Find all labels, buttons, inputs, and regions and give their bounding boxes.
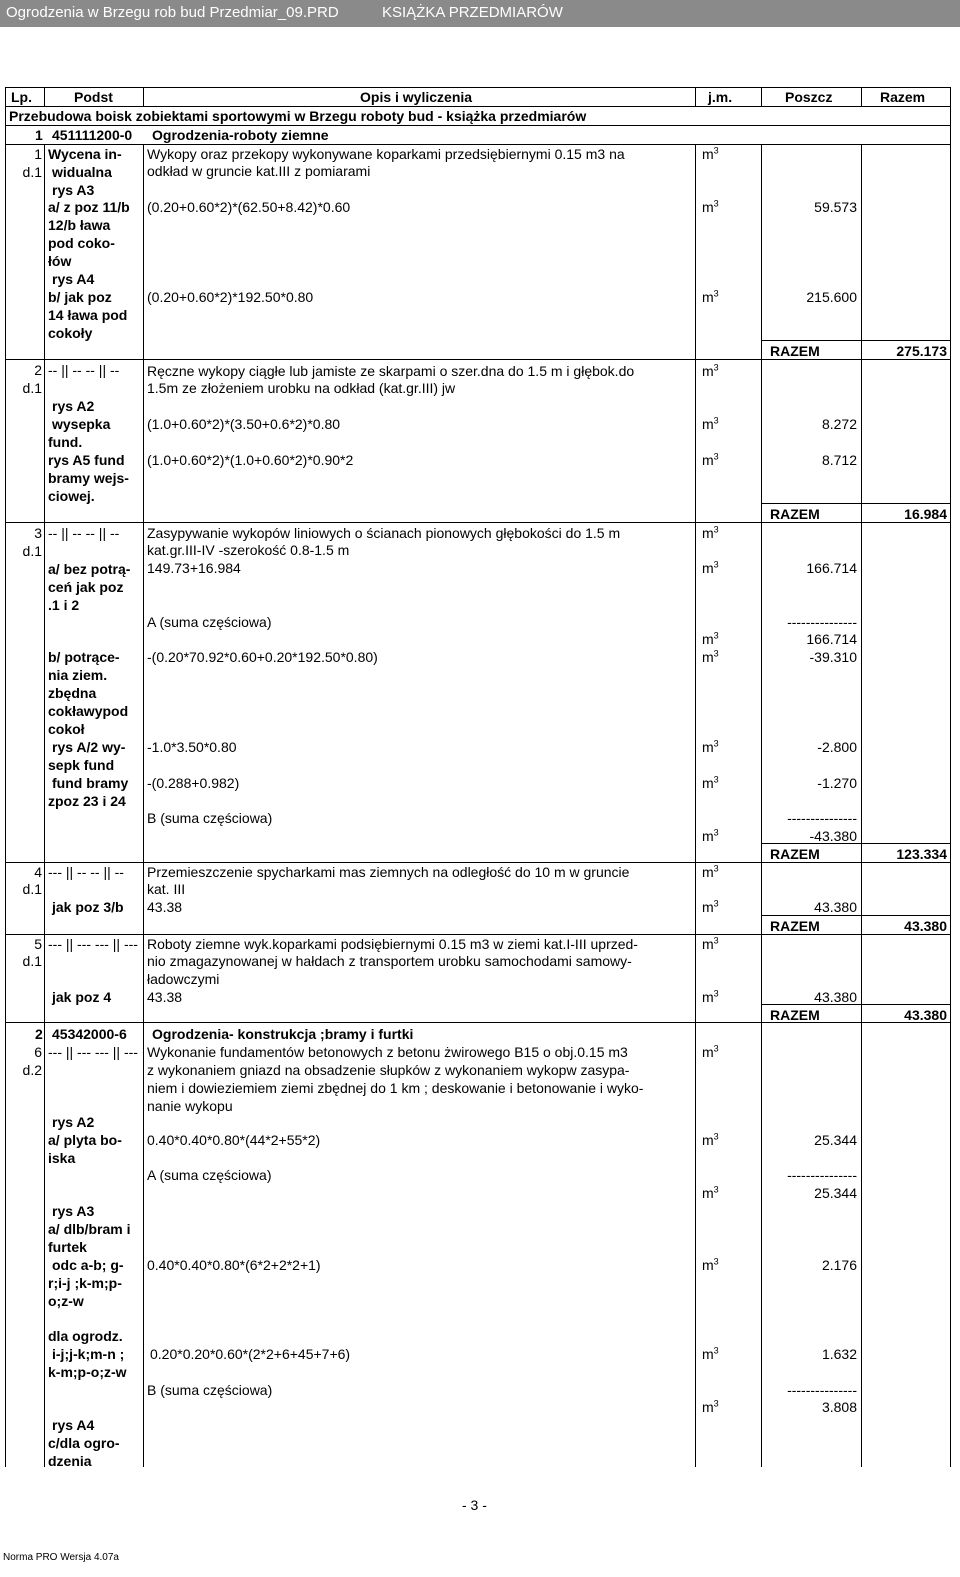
calculation: (0.20+0.60*2)*192.50*0.80 <box>147 289 314 305</box>
subtotal-dashes: --------------- <box>787 1382 857 1398</box>
col-lp: Lp. <box>11 89 32 105</box>
unit: $m^3$ <box>702 288 719 305</box>
unit: $m^3$ <box>702 362 719 379</box>
podst-line: pod coko- <box>48 235 115 251</box>
description-line: Roboty ziemne wyk.koparkami podsiębiernymi 0.15 m3 w ziemi kat.I-III uprzed- <box>147 936 638 952</box>
podst-line: dzenia <box>48 1453 92 1469</box>
podst-line: --- || --- --- || --- <box>48 936 138 952</box>
unit: $m^3$ <box>702 898 719 915</box>
lp-number: 4 <box>34 864 42 880</box>
calculation: -(0.288+0.982) <box>147 775 240 791</box>
section-code: 45342000-6 <box>52 1026 127 1042</box>
podst-line: c/dla ogro- <box>48 1435 120 1451</box>
razem-value: 275.173 <box>896 343 947 359</box>
podst-line: furtek <box>48 1239 87 1255</box>
partial-value: 25.344 <box>814 1132 857 1148</box>
podst-line: nia ziem. <box>48 667 108 683</box>
podst-line: rys A3 <box>52 182 95 198</box>
podst-line: rys A4 <box>52 1417 95 1433</box>
unit: $m^3$ <box>702 415 719 432</box>
col-opis: Opis i wyliczenia <box>360 89 473 105</box>
podst-line: ceń jak poz <box>48 579 124 595</box>
calculation: (0.20+0.60*2)*(62.50+8.42)*0.60 <box>147 199 351 215</box>
partial-value: 8.712 <box>821 452 857 468</box>
subtotal-value: 3.808 <box>821 1399 857 1415</box>
podst-line: a/ z poz 11/b <box>48 199 130 215</box>
podst-line: rys A2 <box>52 1114 95 1130</box>
subtotal-label: B (suma częściowa) <box>147 810 273 826</box>
podst-line: i-j;j-k;m-n ; <box>52 1346 125 1362</box>
calculation: 0.40*0.40*0.80*(6*2+2*2+1) <box>147 1257 321 1273</box>
podst-line: r;i-j ;k-m;p- <box>48 1275 122 1291</box>
description-line: z wykonaniem gniazd na obsadzenie słupków z wykonaniem wykopw zasypa- <box>147 1062 630 1078</box>
document-file-name: Ogrodzenia w Brzegu rob bud Przedmiar_09.PRD <box>6 4 339 21</box>
description-line: kat.gr.III-IV -szerokość 0.8-1.5 m <box>147 542 350 558</box>
podst-line: iska <box>48 1150 76 1166</box>
podst-line: cokoł <box>48 721 85 737</box>
unit: $m^3$ <box>702 863 719 880</box>
podst-line: --- || --- --- || --- <box>48 1044 138 1060</box>
podst-line: cokławypod <box>48 703 129 719</box>
subtotal-value: -43.380 <box>809 828 857 844</box>
unit: $m^3$ <box>702 198 719 215</box>
podst-line: fund bramy <box>52 775 129 791</box>
description-line: Ręczne wykopy ciągłe lub jamiste ze skarpami o szer.dna do 1.5 m i głębok.do <box>147 363 635 379</box>
podst-line: rys A2 <box>52 398 95 414</box>
calculation: 149.73+16.984 <box>147 560 241 576</box>
partial-value: 43.380 <box>814 989 857 1005</box>
lp-number: 6 <box>34 1044 42 1060</box>
unit: $m^3$ <box>702 1043 719 1060</box>
razem-value: 16.984 <box>904 506 947 522</box>
subtotal-label: A (suma częściowa) <box>147 1167 272 1183</box>
calculation: 43.38 <box>147 899 183 915</box>
unit: $m^3$ <box>702 935 719 952</box>
col-razem: Razem <box>880 89 926 105</box>
unit: $m^3$ <box>702 1256 719 1273</box>
lp-suffix: d.1 <box>22 543 42 559</box>
description-line: odkład w gruncie kat.III z pomiarami <box>147 163 371 179</box>
partial-value: -39.310 <box>809 649 857 665</box>
description-line: Wykopy oraz przekopy wykonywane koparkami przedsiębiernymi 0.15 m3 na <box>147 146 625 162</box>
podst-line: rys A4 <box>52 271 95 287</box>
podst-line: a/ dlb/bram i <box>48 1221 131 1237</box>
podst-line: b/ potrące- <box>48 649 120 665</box>
unit: $m^3$ <box>702 559 719 576</box>
podst-line: 12/b ława <box>48 217 111 233</box>
podst-line: rys A/2 wy- <box>52 739 126 755</box>
subtotal-value: 25.344 <box>814 1185 857 1201</box>
razem-value: 43.380 <box>904 1007 947 1023</box>
lp-suffix: d.1 <box>22 380 42 396</box>
partial-value: 1.632 <box>821 1346 857 1362</box>
col-jm: j.m. <box>708 89 733 105</box>
subtotal-label: B (suma częściowa) <box>147 1382 273 1398</box>
razem-label: RAZEM <box>770 846 820 862</box>
project-title: Przebudowa boisk zobiektami sportowymi w Brzegu roboty bud - książka przedmiarów <box>9 108 587 124</box>
podst-line: a/ bez potrą- <box>48 561 131 577</box>
podst-line: Wycena in- <box>48 146 122 162</box>
unit: $m^3$ <box>702 1398 719 1415</box>
partial-value: 166.714 <box>806 560 857 576</box>
section-title: Ogrodzenia-roboty ziemne <box>152 127 329 143</box>
podst-line: fund. <box>48 434 83 450</box>
razem-label: RAZEM <box>770 918 820 934</box>
podst-line: bramy wejs- <box>48 470 129 486</box>
description-line: nanie wykopu <box>147 1098 233 1114</box>
podst-line: 14 ława pod <box>48 307 128 323</box>
partial-value: 215.600 <box>806 289 857 305</box>
subtotal-value: 166.714 <box>806 631 857 647</box>
lp-number: 1 <box>34 146 42 162</box>
lp-number: 5 <box>34 936 42 952</box>
col-podst: Podst <box>74 89 113 105</box>
podst-line: łów <box>48 253 72 269</box>
window-title-bar <box>0 0 960 27</box>
description-line: ładowczymi <box>147 971 220 987</box>
partial-value: 43.380 <box>814 899 857 915</box>
description-line: kat. III <box>147 881 186 897</box>
podst-line: rys A5 fund <box>48 452 125 468</box>
podst-line: -- || -- -- || -- <box>48 362 120 378</box>
unit: $m^3$ <box>702 774 719 791</box>
lp-suffix: d.2 <box>22 1062 42 1078</box>
podst-line: rys A3 <box>52 1203 95 1219</box>
lp-suffix: d.1 <box>22 953 42 969</box>
podst-line: wysepka <box>52 416 111 432</box>
description-line: nio zmagazynowanej w hałdach z transportem urobku samochodami samowy- <box>147 953 632 969</box>
lp-suffix: d.1 <box>22 881 42 897</box>
podst-line: odc a-b; g- <box>52 1257 124 1273</box>
podst-line: k-m;p-o;z-w <box>48 1364 127 1380</box>
description-line: Wykonanie fundamentów betonowych z betonu żwirowego B15 o obj.0.15 m3 <box>147 1044 628 1060</box>
lp-number: 3 <box>34 525 42 541</box>
page-number: - 3 - <box>462 1497 487 1513</box>
description-line: 1.5m ze złożeniem urobku na odkład (kat.gr.III) jw <box>147 380 456 396</box>
podst-line: sepk fund <box>48 757 115 773</box>
section-number: 1 <box>35 127 43 143</box>
podst-line: --- || -- -- || -- <box>48 864 124 880</box>
lp-number: 2 <box>34 362 42 378</box>
podst-line: dla ogrodz. <box>48 1328 123 1344</box>
unit: $m^3$ <box>702 630 719 647</box>
razem-label: RAZEM <box>770 506 820 522</box>
podst-line: widualna <box>52 164 112 180</box>
subtotal-label: A (suma częściowa) <box>147 614 272 630</box>
razem-value: 123.334 <box>896 846 947 862</box>
podst-line: jak poz 3/b <box>52 899 124 915</box>
unit: $m^3$ <box>702 988 719 1005</box>
calculation: 0.20*0.20*0.60*(2*2+6+45+7+6) <box>150 1346 351 1362</box>
partial-value: 59.573 <box>814 199 857 215</box>
subtotal-dashes: --------------- <box>787 1167 857 1183</box>
partial-value: -2.800 <box>817 739 857 755</box>
description-line: niem i dowieziemiem ziemi zbędnej do 1 km ; deskowanie i betonowanie i wyko- <box>147 1080 644 1096</box>
lp-suffix: d.1 <box>22 164 42 180</box>
unit: $m^3$ <box>702 1184 719 1201</box>
unit: $m^3$ <box>702 145 719 162</box>
unit: $m^3$ <box>702 738 719 755</box>
unit: $m^3$ <box>702 1131 719 1148</box>
calculation: 0.40*0.40*0.80*(44*2+55*2) <box>147 1132 321 1148</box>
podst-line: jak poz 4 <box>52 989 112 1005</box>
unit: $m^3$ <box>702 524 719 541</box>
podst-line: ciowej. <box>48 488 95 504</box>
document-type-title: KSIĄŻKA PRZEDMIARÓW <box>382 4 563 21</box>
razem-label: RAZEM <box>770 343 820 359</box>
unit: $m^3$ <box>702 1345 719 1362</box>
calculation: -1.0*3.50*0.80 <box>147 739 237 755</box>
podst-line: cokoły <box>48 325 93 341</box>
subtotal-dashes: --------------- <box>787 810 857 826</box>
podst-line: b/ jak poz <box>48 289 112 305</box>
podst-line: zbędna <box>48 685 97 701</box>
partial-value: 8.272 <box>821 416 857 432</box>
podst-line: o;z-w <box>48 1293 84 1309</box>
calculation: (1.0+0.60*2)*(1.0+0.60*2)*0.90*2 <box>147 452 354 468</box>
subtotal-dashes: --------------- <box>787 614 857 630</box>
podst-line: a/ plyta bo- <box>48 1132 122 1148</box>
razem-label: RAZEM <box>770 1007 820 1023</box>
podst-line: .1 i 2 <box>48 597 80 613</box>
razem-value: 43.380 <box>904 918 947 934</box>
unit: $m^3$ <box>702 827 719 844</box>
unit: $m^3$ <box>702 648 719 665</box>
partial-value: 2.176 <box>821 1257 857 1273</box>
section-code: 451111200-0 <box>52 127 133 143</box>
partial-value: -1.270 <box>817 775 857 791</box>
section-number: 2 <box>35 1026 43 1042</box>
calculation: 43.38 <box>147 989 183 1005</box>
podst-line: zpoz 23 i 24 <box>48 793 126 809</box>
podst-line: -- || -- -- || -- <box>48 525 120 541</box>
description-line: Przemieszczenie spycharkami mas ziemnych na odległość do 10 m w gruncie <box>147 864 630 880</box>
unit: $m^3$ <box>702 451 719 468</box>
software-footer: Norma PRO Wersja 4.07a <box>3 1552 119 1563</box>
calculation: -(0.20*70.92*0.60+0.20*192.50*0.80) <box>147 649 378 665</box>
col-poszcz: Poszcz <box>785 89 833 105</box>
description-line: Zasypywanie wykopów liniowych o ścianach pionowych głębokości do 1.5 m <box>147 525 621 541</box>
section-title: Ogrodzenia- konstrukcja ;bramy i furtki <box>152 1026 414 1042</box>
calculation: (1.0+0.60*2)*(3.50+0.6*2)*0.80 <box>147 416 341 432</box>
